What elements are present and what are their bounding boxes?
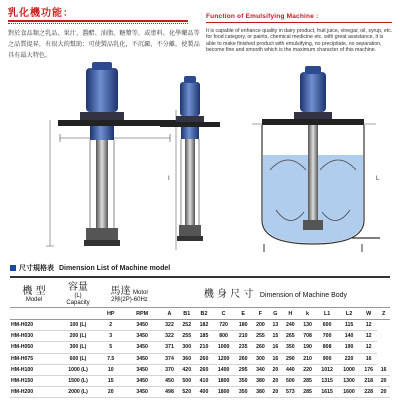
table-cell: 1000 [338,364,360,375]
table-cell: 350 [235,387,252,398]
table-cell: 371 [161,342,178,353]
table-cell: 1200 [213,353,235,364]
machine-2-drawing [160,76,220,250]
table-cell: 20 [269,375,282,386]
table-cell: 260 [195,353,212,364]
table-cell: 15 [269,331,282,342]
table-cell: 3450 [123,342,160,353]
model-cell: HM-H050 [10,342,58,353]
subheader: L2 [338,308,360,320]
table-cell: 190 [299,342,316,353]
table-cell: 708 [299,331,316,342]
table-cell: 16 [269,353,282,364]
table-cell: 370 [161,364,178,375]
col-model: 機 型 Model [22,285,46,303]
table-body [10,320,390,398]
table-cell: 3450 [123,353,160,364]
table-cell: 100 (L) [58,320,98,331]
table-cell: 1615 [316,387,338,398]
table-cell: 200 [252,320,269,331]
table-cell: 500 [178,375,195,386]
table-cell: 1315 [316,375,338,386]
table-cell: 1000 (L) [58,364,98,375]
table-cell: 15 [98,375,123,386]
table-cell: 182 [195,320,212,331]
dimension-table [10,276,390,398]
table-cell: 350 [282,342,299,353]
table-cell: 10 [98,364,123,375]
table-cell: 130 [299,320,316,331]
table-cell: 176 [360,364,377,375]
table-cell: 252 [178,320,195,331]
table-cell: 420 [178,364,195,375]
description-en: It is capable of enhance quality in dairy product, fruit juice, vinegar, oil, syrup, etc. for food category, or paints, chemical medicine etc. with great assistance, it is able to make finished product with emulsifying, no precipitate, no separation, become fine and smooth which is the maximum character of this machine. [206,28,393,54]
table-cell: 700 [316,331,338,342]
table-cell: 3450 [123,320,160,331]
subheader: F [252,308,269,320]
section-title-en: Dimension List of Machine model [58,265,171,272]
table-row [10,331,390,342]
table-cell: 1300 [338,375,360,386]
table-cell: 16 [269,342,282,353]
table-cell: 260 [252,342,269,353]
subheader: H [282,308,299,320]
table-cell: 900 [316,353,338,364]
table-cell: 800 [213,331,235,342]
table-cell: 240 [282,320,299,331]
model-cell: HM-H030 [10,331,58,342]
table-cell: 5 [98,342,123,353]
table-cell: 300 (L) [58,342,98,353]
table-cell: 140 [338,331,360,342]
bullet-square-icon [10,265,16,271]
table-cell: 380 [252,375,269,386]
subheader: B1 [178,308,195,320]
table-cell: 220 [338,353,360,364]
section-title-zh: 尺寸規格表 [19,265,54,272]
table-section-title [10,263,170,273]
table-cell: 450 [161,375,178,386]
table-cell: 300 [178,342,195,353]
table-row [10,320,390,331]
table-cell: 265 [282,331,299,342]
table-cell: 350 [235,375,252,386]
table-cell: 1400 [213,364,235,375]
table-cell: 255 [252,331,269,342]
subheader: k [299,308,316,320]
table-cell: 1800 [213,387,235,398]
table-row [10,364,390,375]
table-cell: 340 [252,364,269,375]
table-row [10,353,390,364]
table-cell: 498 [161,387,178,398]
model-cell: HM-H150 [10,375,58,386]
table-cell: 200 (L) [58,331,98,342]
table-cell: 2 [98,320,123,331]
col-capacity: 容量 (L) Capacity [66,282,90,306]
table-cell: 20 [377,375,390,386]
table-cell: 16 [377,364,390,375]
table-cell: 2000 (L) [58,387,98,398]
subheader: Z [377,308,390,320]
table-cell: 410 [195,375,212,386]
table-cell: 260 [235,353,252,364]
table-cell: 13 [269,320,282,331]
model-cell: HM-H100 [10,364,58,375]
table-cell: 600 [316,320,338,331]
table-cell: 115 [338,320,360,331]
subheader: RPM [123,308,160,320]
table-cell: 20 [269,364,282,375]
subheader: E [235,308,252,320]
table-cell: 1500 (L) [58,375,98,386]
table-cell: 190 [338,342,360,353]
table-row [10,342,390,353]
model-cell: HM-H020 [10,320,58,331]
table-cell: 228 [360,387,377,398]
dimension-label-3: L [376,176,380,182]
table-cell: 210 [299,353,316,364]
table-cell: 218 [360,375,377,386]
title-underline [8,20,188,22]
table-header-row-1 [10,277,390,308]
dimension-label-2: I [168,176,170,182]
model-cell: HM-H075 [10,353,58,364]
table-cell: 180 [235,320,252,331]
table-cell: 285 [299,375,316,386]
table-cell: 290 [282,353,299,364]
subheader: B2 [195,308,212,320]
subheader: G [269,308,282,320]
table-cell: 1012 [316,364,338,375]
table-cell: 720 [213,320,235,331]
title-en: Function of Emulsifying Machine : [206,13,319,20]
table-cell: 3450 [123,375,160,386]
table-cell: 573 [282,387,299,398]
model-cell: HM-H200 [10,387,58,398]
table-row [10,387,390,398]
subheader: HP [98,308,123,320]
table-cell: 808 [316,342,338,353]
table-cell: 7.5 [98,353,123,364]
table-cell: 285 [299,387,316,398]
table-cell: 380 [252,387,269,398]
table-cell: 220 [299,364,316,375]
table-header-row-2 [10,308,390,320]
table-cell: 210 [235,331,252,342]
description-zh: 對於食品類之乳品、果汁、醬醋、油脂、糖漿等，或塗料、化學藥品等之品質提昇，有很大的幫助；可使製品乳化，不沉澱，不分離，使製品具有最大特色。 [8,30,200,59]
col-dimensions: 機 身 尺 寸 Dimension of Machine Body [203,289,348,300]
table-cell: 20 [98,387,123,398]
table-cell: 20 [377,387,390,398]
machine-1-drawing [46,62,176,246]
table-cell: 500 [282,375,299,386]
table-cell: 12 [360,331,377,342]
table-row [10,375,390,386]
machine-drawings [0,60,400,255]
table-cell: 1800 [213,375,235,386]
table-cell: 16 [360,353,377,364]
subheader: A [161,308,178,320]
table-cell: 322 [161,331,178,342]
table-cell: 255 [178,331,195,342]
table-cell: 12 [360,342,377,353]
table-cell: 260 [195,364,212,375]
table-cell: 3450 [123,331,160,342]
table-cell: 1000 [213,342,235,353]
machine-3-in-tank-drawing [252,66,380,252]
col-motor: 馬達 Motor 2極(2P)-60Hz [110,285,149,303]
table-cell: 235 [235,342,252,353]
table-cell: 3 [98,331,123,342]
table-cell: 295 [235,364,252,375]
table-cell: 12 [360,320,377,331]
table-cell: 210 [195,342,212,353]
table-cell: 600 (L) [58,353,98,364]
table-cell: 20 [269,387,282,398]
table-cell: 322 [161,320,178,331]
table-cell: 374 [161,353,178,364]
table-cell: 400 [195,387,212,398]
table-cell: 185 [195,331,212,342]
subheader: C [213,308,235,320]
table-cell: 360 [178,353,195,364]
subheader: L1 [316,308,338,320]
table-cell: 1600 [338,387,360,398]
title-zh: 乳化機功能： [8,8,74,19]
table-cell: 300 [252,353,269,364]
subheader: W [360,308,377,320]
table-cell: 520 [178,387,195,398]
table-cell: 440 [282,364,299,375]
table-cell: 3450 [123,387,160,398]
table-cell: 3450 [123,364,160,375]
title-en-divider [206,22,392,23]
